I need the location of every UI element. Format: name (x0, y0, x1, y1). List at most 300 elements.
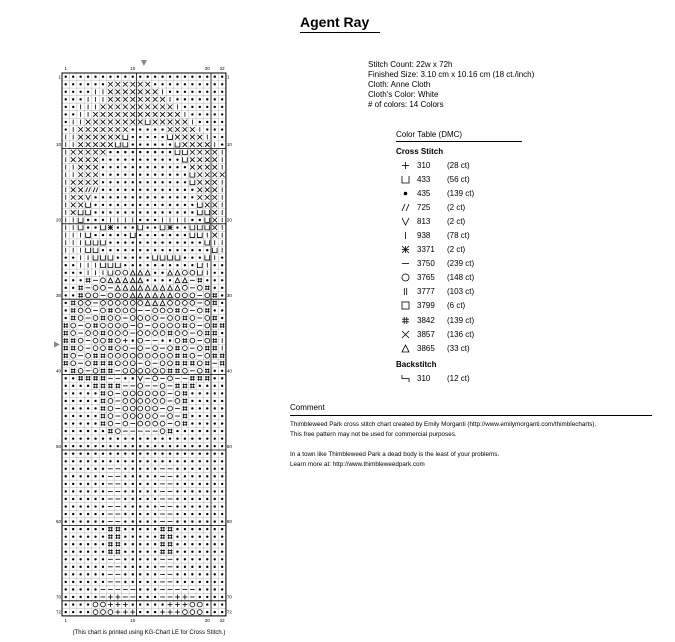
stitch-dot (65, 302, 67, 304)
stitch-dot (191, 196, 193, 198)
stitch-circle (138, 383, 143, 388)
stitch-circle (123, 361, 128, 366)
stitch-cross (138, 82, 143, 87)
stitch-circle (101, 323, 106, 328)
stitch-dot (191, 241, 193, 243)
row-label: 72 (55, 609, 61, 615)
stitch-cross (175, 112, 180, 117)
stitch-dot (214, 272, 216, 274)
stitch-dot (154, 76, 156, 78)
stitch-dot (87, 219, 89, 221)
stitch-circle (108, 353, 113, 358)
stitch-dot (184, 264, 186, 266)
stitch-hash (175, 308, 180, 313)
stitch-circle (190, 293, 195, 298)
stitch-cup (108, 255, 113, 260)
stitch-hash (108, 383, 113, 388)
stitch-dot (87, 475, 89, 477)
stitch-cross (197, 142, 202, 147)
stitch-dot (146, 535, 148, 537)
stitch-dot (199, 437, 201, 439)
stitch-dot (176, 83, 178, 85)
stitch-dot (139, 211, 141, 213)
stitch-hash (63, 323, 68, 328)
stitch-cross (212, 157, 217, 162)
stitch-dot (94, 596, 96, 598)
stitch-dot (109, 204, 111, 206)
stitch-dot (199, 551, 201, 553)
stitch-dot (87, 520, 89, 522)
stitch-hash (175, 346, 180, 351)
stitch-dot (184, 181, 186, 183)
stitch-hash (78, 293, 83, 298)
stitch-dot (184, 543, 186, 545)
stitch-dot (72, 588, 74, 590)
stitch-cup (190, 225, 195, 230)
stitch-cup (205, 218, 210, 223)
stitch-dot (206, 106, 208, 108)
stitch-circle (123, 414, 128, 419)
stitch-dot (102, 498, 104, 500)
stitch-cross (86, 127, 91, 132)
stitch-circle (123, 270, 128, 275)
stitch-circle (78, 346, 83, 351)
stitch-dot (124, 196, 126, 198)
stitch-circle (160, 383, 165, 388)
stitch-dot (102, 76, 104, 78)
stitch-dot (199, 535, 201, 537)
stitch-cup (108, 270, 113, 275)
stitch-circle (145, 399, 150, 404)
stitch-dot (65, 272, 67, 274)
stitch-dot (191, 256, 193, 258)
stitch-dot (206, 415, 208, 417)
stitch-circle (153, 331, 158, 336)
stitch-cross (93, 120, 98, 125)
stitch-dot (87, 581, 89, 583)
stitch-dot (102, 166, 104, 168)
stitch-dot (199, 407, 201, 409)
stitch-hash (63, 361, 68, 366)
stitch-dot (117, 226, 119, 228)
stitch-dot (72, 76, 74, 78)
stitch-circle (175, 421, 180, 426)
stitch-hash (63, 338, 68, 343)
stitch-dot (87, 430, 89, 432)
stitch-dot (87, 551, 89, 553)
stitch-dot (199, 468, 201, 470)
stitch-dot (124, 226, 126, 228)
stitch-cross (212, 225, 217, 230)
stitch-dot (79, 483, 81, 485)
stitch-dot (72, 528, 74, 530)
stitch-circle (123, 293, 128, 298)
stitch-cross (212, 218, 217, 223)
stitch-cross (71, 187, 76, 192)
stitch-dot (72, 596, 74, 598)
stitch-dot (146, 76, 148, 78)
stitch-plus (183, 595, 188, 600)
stitch-triangle (123, 278, 128, 283)
stitch-dot (87, 535, 89, 537)
stitch-count: (139 ct) (447, 315, 475, 325)
stitch-hash (78, 285, 83, 290)
stitch-circle (86, 323, 91, 328)
stitch-dot (191, 543, 193, 545)
stitch-dot (154, 174, 156, 176)
stitch-triangle (153, 285, 158, 290)
stitch-cross (108, 135, 113, 140)
stitch-cross (205, 203, 210, 208)
stitch-cross (78, 150, 83, 155)
stitch-dot (65, 573, 67, 575)
stitch-dot (124, 204, 126, 206)
stitch-cross (190, 127, 195, 132)
stitch-dot (221, 272, 223, 274)
stitch-dot (154, 249, 156, 251)
stitch-dot (65, 566, 67, 568)
stitch-dot (206, 422, 208, 424)
stitch-dot (102, 490, 104, 492)
stitch-dot (169, 460, 171, 462)
cs-row (396, 228, 522, 242)
stitch-dot (117, 76, 119, 78)
stitch-dot (221, 377, 223, 379)
stitch-dot (132, 483, 134, 485)
stitch-dot (206, 128, 208, 130)
stitch-plus (108, 602, 113, 607)
stitch-circle (78, 338, 83, 343)
stitch-circle (153, 376, 158, 381)
stitch-hash (168, 368, 173, 373)
stitch-dot (191, 113, 193, 115)
stitch-cross (78, 135, 83, 140)
cs-row (396, 313, 522, 327)
stitch-cup (86, 210, 91, 215)
stitch-dot (146, 513, 148, 515)
stitch-circle (153, 353, 158, 358)
stitch-hash (101, 353, 106, 358)
stitch-dot (72, 581, 74, 583)
stitch-cross (101, 120, 106, 125)
stitch-dot (65, 528, 67, 530)
stitch-circle (175, 391, 180, 396)
stitch-dot (214, 475, 216, 477)
stitch-dot (191, 98, 193, 100)
cs-row (396, 186, 522, 200)
stitch-circle (175, 323, 180, 328)
stitch-dot (221, 490, 223, 492)
stitch-dot (65, 113, 67, 115)
stitch-cross (212, 233, 217, 238)
stitch-dot (139, 588, 141, 590)
stitch-hash (183, 338, 188, 343)
stitch-dot (72, 543, 74, 545)
stitch-dot (199, 241, 201, 243)
stitch-dot (72, 566, 74, 568)
stitch-circle (160, 323, 165, 328)
stitch-cross (212, 180, 217, 185)
stitch-dot (214, 581, 216, 583)
num-colors: # of colors: 14 Colors (368, 100, 444, 109)
stitch-circle (101, 338, 106, 343)
stitch-circle (93, 331, 98, 336)
stitch-dot (191, 76, 193, 78)
stitch-dot (161, 136, 163, 138)
stitch-dot (199, 566, 201, 568)
stitch-dot (176, 573, 178, 575)
stitch-dot (132, 566, 134, 568)
stitch-dot (176, 498, 178, 500)
stitch-circle (197, 346, 202, 351)
stitch-dot (214, 505, 216, 507)
stitch-triangle (130, 278, 135, 283)
stitch-cross (115, 89, 120, 94)
plus-symbol-icon (400, 160, 411, 171)
vee-symbol-icon (400, 216, 411, 227)
stitch-dot (184, 581, 186, 583)
stitch-dot (87, 528, 89, 530)
stitch-dot (184, 483, 186, 485)
stitch-dot (191, 204, 193, 206)
stitch-dot (102, 189, 104, 191)
stitch-dot (94, 196, 96, 198)
stitch-dot (139, 505, 141, 507)
stitch-dot (65, 588, 67, 590)
stitch-dot (139, 264, 141, 266)
stitch-dot (146, 520, 148, 522)
stitch-dot (206, 468, 208, 470)
stitch-dot (109, 189, 111, 191)
stitch-dot (146, 573, 148, 575)
stitch-dot (184, 204, 186, 206)
stitch-dot (199, 588, 201, 590)
stitch-dot (132, 174, 134, 176)
stitch-dot (191, 460, 193, 462)
stitch-cross (145, 89, 150, 94)
stitch-dot (169, 174, 171, 176)
stitch-dot (154, 513, 156, 515)
stitch-dot (146, 528, 148, 530)
stitch-hash (86, 376, 91, 381)
stitch-circle (197, 361, 202, 366)
stitch-dot (214, 558, 216, 560)
stitch-dot (154, 181, 156, 183)
stitch-circle (123, 308, 128, 313)
stitch-cross (130, 82, 135, 87)
stitch-dot (94, 588, 96, 590)
stitch-dot (221, 535, 223, 537)
stitch-dot (117, 453, 119, 455)
stitch-cross (71, 157, 76, 162)
stitch-dot (154, 219, 156, 221)
stitch-circle (175, 301, 180, 306)
stitch-dot (102, 219, 104, 221)
stitch-dot (124, 249, 126, 251)
stitch-slashes (93, 187, 98, 192)
stitch-circle (108, 391, 113, 396)
stitch-dot (199, 596, 201, 598)
stitch-circle (101, 278, 106, 283)
stitch-dot (221, 264, 223, 266)
stitch-dot (221, 385, 223, 387)
stitch-cross (212, 187, 217, 192)
stitch-dot (132, 249, 134, 251)
stitch-dot (184, 256, 186, 258)
stitch-circle (190, 316, 195, 321)
stitch-circle (175, 338, 180, 343)
stitch-triangle (123, 285, 128, 290)
stitch-cross (108, 142, 113, 147)
stitch-cross (190, 157, 195, 162)
stitch-dot (146, 158, 148, 160)
dmc-code: 725 (417, 202, 431, 212)
stitch-hash (183, 383, 188, 388)
stitch-cross (138, 89, 143, 94)
stitch-dot (206, 483, 208, 485)
stitch-dot (94, 204, 96, 206)
stitch-hash (168, 534, 173, 539)
stitch-dot (169, 453, 171, 455)
stitch-dot (221, 256, 223, 258)
stitch-hash (183, 316, 188, 321)
stitch-circle (115, 353, 120, 358)
stitch-dot (79, 279, 81, 281)
stitch-triangle (168, 293, 173, 298)
cs-row (396, 158, 522, 172)
stitch-dot (169, 234, 171, 236)
stitch-dot (87, 505, 89, 507)
stitch-cross (108, 97, 113, 102)
stitch-dot (146, 189, 148, 191)
stitch-hash (220, 353, 225, 358)
stitch-dot (139, 445, 141, 447)
stitch-count: (28 ct) (447, 160, 470, 170)
stitch-dot (221, 98, 223, 100)
stitch-circle (123, 331, 128, 336)
stitch-dot (146, 566, 148, 568)
stitch-cup (101, 255, 106, 260)
stitch-dot (87, 483, 89, 485)
stitch-dot (199, 113, 201, 115)
stitch-hash (183, 399, 188, 404)
stitch-dot (139, 581, 141, 583)
stitch-dot (169, 83, 171, 85)
stitch-dot (94, 234, 96, 236)
stitch-dot (154, 196, 156, 198)
stitch-hash (101, 421, 106, 426)
stitch-dot (214, 407, 216, 409)
stitch-dot (102, 543, 104, 545)
stitch-dot (184, 468, 186, 470)
stitch-circle (145, 353, 150, 358)
stitch-dot (221, 400, 223, 402)
stitch-dot (87, 573, 89, 575)
stitch-hash (71, 301, 76, 306)
stitch-dot (221, 468, 223, 470)
stitch-dot (146, 483, 148, 485)
stitch-cross (168, 112, 173, 117)
stitch-circle (168, 353, 173, 358)
center-marker-top (141, 60, 147, 66)
stitch-cross (153, 89, 158, 94)
stitch-dot (199, 106, 201, 108)
stitch-circle (115, 301, 120, 306)
stitch-dot (161, 437, 163, 439)
stitch-dot (87, 453, 89, 455)
stitch-dot (191, 219, 193, 221)
stitch-dot (65, 377, 67, 379)
cs-row (396, 172, 522, 186)
stitch-dot (139, 437, 141, 439)
stitch-cup (153, 255, 158, 260)
stitch-cross (205, 150, 210, 155)
stitch-cross (86, 135, 91, 140)
stitch-cross (86, 172, 91, 177)
stitch-triangle (108, 278, 113, 283)
stitch-dot (79, 445, 81, 447)
stitch-dot (214, 603, 216, 605)
stitch-dot (191, 475, 193, 477)
stitch-cross (205, 187, 210, 192)
stitch-dot (94, 430, 96, 432)
stitch-dot (146, 249, 148, 251)
stitch-dot (206, 445, 208, 447)
stitch-cross (153, 105, 158, 110)
stitch-circle (123, 421, 128, 426)
stitch-hash (220, 323, 225, 328)
stitch-plus (123, 338, 128, 343)
stitch-circle (93, 293, 98, 298)
stitch-dot (176, 226, 178, 228)
stitch-dot (176, 505, 178, 507)
stitch-circle (205, 293, 210, 298)
stitch-dot (214, 121, 216, 123)
dmc-code: 938 (417, 231, 431, 241)
finished-size: Finished Size: 3.10 cm x 10.16 cm (18 ct./inch) (368, 70, 535, 79)
stitch-circle (138, 316, 143, 321)
stitch-dot (184, 513, 186, 515)
stitch-dot (65, 603, 67, 605)
stitch-dot (94, 392, 96, 394)
pattern-info (368, 60, 534, 110)
stitch-triangle (130, 293, 135, 298)
stitch-dot (154, 581, 156, 583)
stitch-cup (190, 172, 195, 177)
stitch-dot (65, 505, 67, 507)
stitch-dot (199, 98, 201, 100)
stitch-dot (206, 520, 208, 522)
stitch-dot (214, 113, 216, 115)
stitch-dot (199, 505, 201, 507)
stitch-circle (175, 293, 180, 298)
stitch-dot (154, 505, 156, 507)
stitch-dot (109, 445, 111, 447)
stitch-dot (221, 566, 223, 568)
stitch-dot (176, 528, 178, 530)
stitch-circle (115, 346, 120, 351)
stitch-cross (86, 142, 91, 147)
stitch-dot (176, 174, 178, 176)
stitch-dot (176, 513, 178, 515)
stitch-dot (72, 551, 74, 553)
stitch-dot (124, 483, 126, 485)
stitch-dot (132, 573, 134, 575)
stitch-dot (199, 219, 201, 221)
stitch-dot (161, 272, 163, 274)
stitch-triangle (160, 285, 165, 290)
stitch-dot (176, 551, 178, 553)
